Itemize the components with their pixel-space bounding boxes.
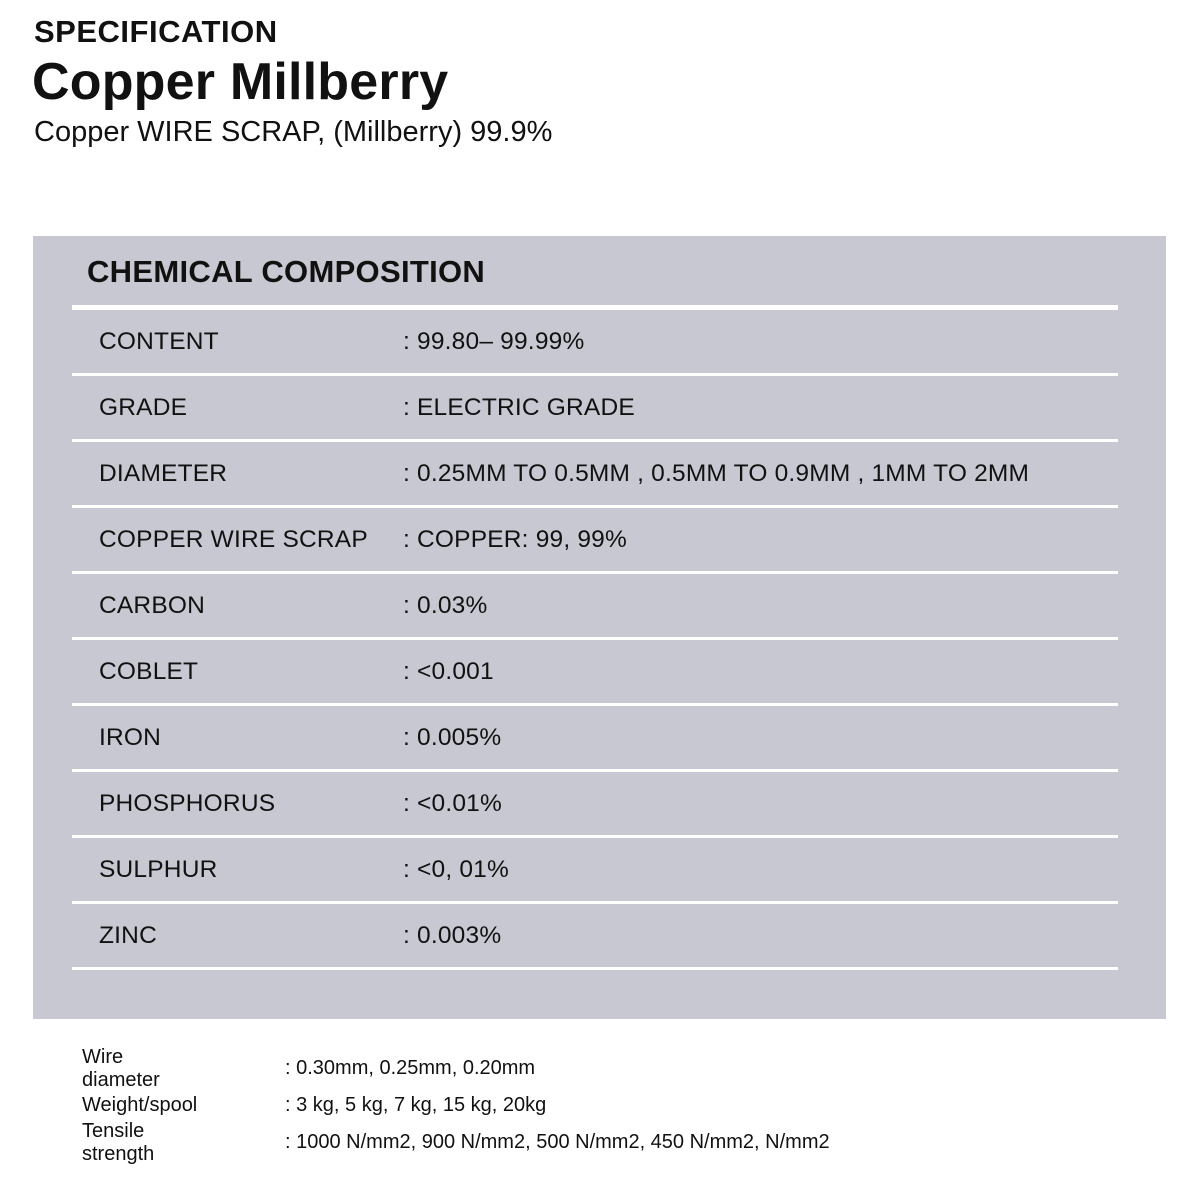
panel-heading: CHEMICAL COMPOSITION xyxy=(87,254,486,289)
page-title: Copper Millberry xyxy=(32,53,449,111)
row-label: CONTENT xyxy=(99,327,219,355)
page-kicker: SPECIFICATION xyxy=(34,14,278,49)
table-row xyxy=(72,640,1118,706)
spec-value: : 1000 N/mm2, 900 N/mm2, 500 N/mm2, 450 N/mm2, N/mm2 xyxy=(285,1131,830,1153)
row-label: COBLET xyxy=(99,657,199,685)
row-label: PHOSPHORUS xyxy=(99,789,276,817)
row-label: CARBON xyxy=(99,591,206,619)
table-row xyxy=(72,574,1118,640)
spec-label: Weight/spool xyxy=(82,1094,198,1116)
table-row xyxy=(72,442,1118,508)
row-value: : 0.003% xyxy=(403,921,502,949)
row-value: : ELECTRIC GRADE xyxy=(403,393,635,421)
row-label: COPPER WIRE SCRAP xyxy=(99,525,368,553)
row-value: : 99.80– 99.99% xyxy=(403,327,585,355)
row-label: DIAMETER xyxy=(99,459,228,487)
row-value: : 0.03% xyxy=(403,591,488,619)
row-label: IRON xyxy=(99,723,162,751)
row-value: : 0.005% xyxy=(403,723,502,751)
table-row xyxy=(72,838,1118,904)
composition-table xyxy=(72,310,1118,970)
spec-value: : 3 kg, 5 kg, 7 kg, 15 kg, 20kg xyxy=(285,1094,547,1116)
row-label: GRADE xyxy=(99,393,188,421)
table-row xyxy=(72,508,1118,574)
spec-label: Tensile strength xyxy=(82,1119,155,1165)
page-subtitle: Copper WIRE SCRAP, (Millberry) 99.9% xyxy=(34,116,553,148)
row-value: : COPPER: 99, 99% xyxy=(403,525,627,553)
spec-value: : 0.30mm, 0.25mm, 0.20mm xyxy=(285,1057,536,1079)
row-label: ZINC xyxy=(99,921,157,949)
row-label: SULPHUR xyxy=(99,855,218,883)
row-value: : <0.01% xyxy=(403,789,502,817)
table-row xyxy=(72,904,1118,970)
table-row xyxy=(72,376,1118,442)
chemical-composition-panel xyxy=(33,236,1166,1019)
row-value: : <0.001 xyxy=(403,657,494,685)
table-row xyxy=(72,310,1118,376)
table-row xyxy=(72,772,1118,838)
spec-label: Wire diameter xyxy=(82,1045,160,1091)
row-value: : 0.25MM TO 0.5MM , 0.5MM TO 0.9MM , 1MM TO 2MM xyxy=(403,459,1030,487)
table-row xyxy=(72,706,1118,772)
row-value: : <0, 01% xyxy=(403,855,509,883)
